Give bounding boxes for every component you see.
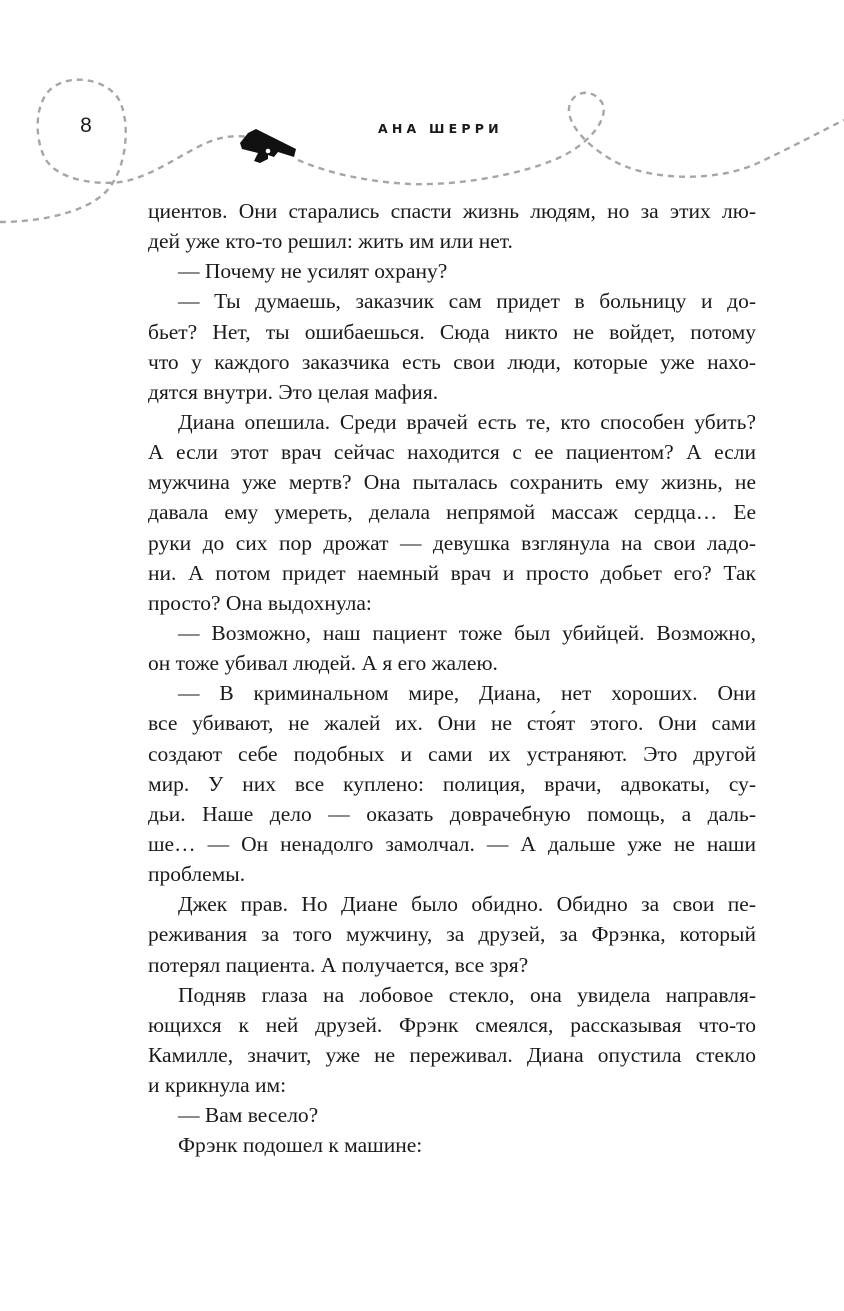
text-line: создают себе подобных и сами их устраняют. Это другой xyxy=(148,741,756,766)
pistol-icon xyxy=(238,127,302,165)
text-line: А если этот врач сейчас находится с ее пациентом? А если xyxy=(148,440,756,465)
text-line: реживания за того мужчину, за друзей, за Фрэнка, который xyxy=(148,922,756,947)
text-line: — В криминальном мире, Диана, нет хороших. Они xyxy=(178,681,756,706)
text-line: что у каждого заказчика есть свои люди, которые уже нахо- xyxy=(148,349,756,374)
text-line: циентов. Они старались спасти жизнь людям, но за этих лю- xyxy=(148,199,756,223)
body-text xyxy=(148,196,756,1161)
text-line: Диана опешила. Среди врачей есть те, кто способен убить? xyxy=(178,409,756,434)
page-number: 8 xyxy=(80,114,92,137)
text-line: проблемы. xyxy=(148,862,246,887)
text-line: и крикнула им: xyxy=(148,1073,287,1098)
text-line: — Возможно, наш пациент тоже был убийцей. Возможно, xyxy=(178,620,756,645)
text-line: давала ему умереть, делала непрямой массаж сердца… Ее xyxy=(148,500,756,525)
text-line: — Почему не усилят охрану? xyxy=(178,259,448,284)
text-line: ше… — Он ненадолго замолчал. — А дальше уже не наши xyxy=(148,831,756,856)
text-line: мужчина уже мертв? Она пыталась сохранить ему жизнь, не xyxy=(148,470,756,495)
text-line: просто? Она выдохнула: xyxy=(148,590,372,615)
text-line: — Вам весело? xyxy=(178,1103,319,1128)
text-line: Фрэнк подошел к машине: xyxy=(178,1133,423,1158)
text-line: Камилле, значит, уже не переживал. Диана опустила стекло xyxy=(148,1042,756,1067)
text-line: — Ты думаешь, заказчик сам придет в больницу и до- xyxy=(178,289,756,314)
text-line: дьи. Наше дело — оказать доврачебную помощь, а даль- xyxy=(148,801,756,826)
text-line: руки до сих пор дрожат — девушка взглянула на свои ладо- xyxy=(148,530,756,555)
text-line: бьет? Нет, ты ошибаешься. Сюда никто не войдет, потому xyxy=(148,319,756,344)
text-line: он тоже убивал людей. А я его жалею. xyxy=(148,651,498,676)
text-line: Подняв глаза на лобовое стекло, она увидела направля- xyxy=(178,982,756,1007)
running-head-author: АНА ШЕРРИ xyxy=(378,121,503,136)
text-line: дятся внутри. Это целая мафия. xyxy=(148,379,439,404)
text-line: ющихся к ней друзей. Фрэнк смеялся, рассказывая что-то xyxy=(148,1012,756,1037)
text-line: потерял пациента. А получается, все зря? xyxy=(148,952,529,977)
text-line: мир. У них все куплено: полиция, врачи, адвокаты, су- xyxy=(148,771,756,796)
text-line: ни. А потом придет наемный врач и просто добьет его? Так xyxy=(148,560,756,585)
text-line: Джек прав. Но Диане было обидно. Обидно за свои пе- xyxy=(178,892,756,917)
text-line: дей уже кто-то решил: жить им или нет. xyxy=(148,229,513,254)
text-line: все убивают, не жалей их. Они не сто́ят этого. Они сами xyxy=(148,711,756,736)
